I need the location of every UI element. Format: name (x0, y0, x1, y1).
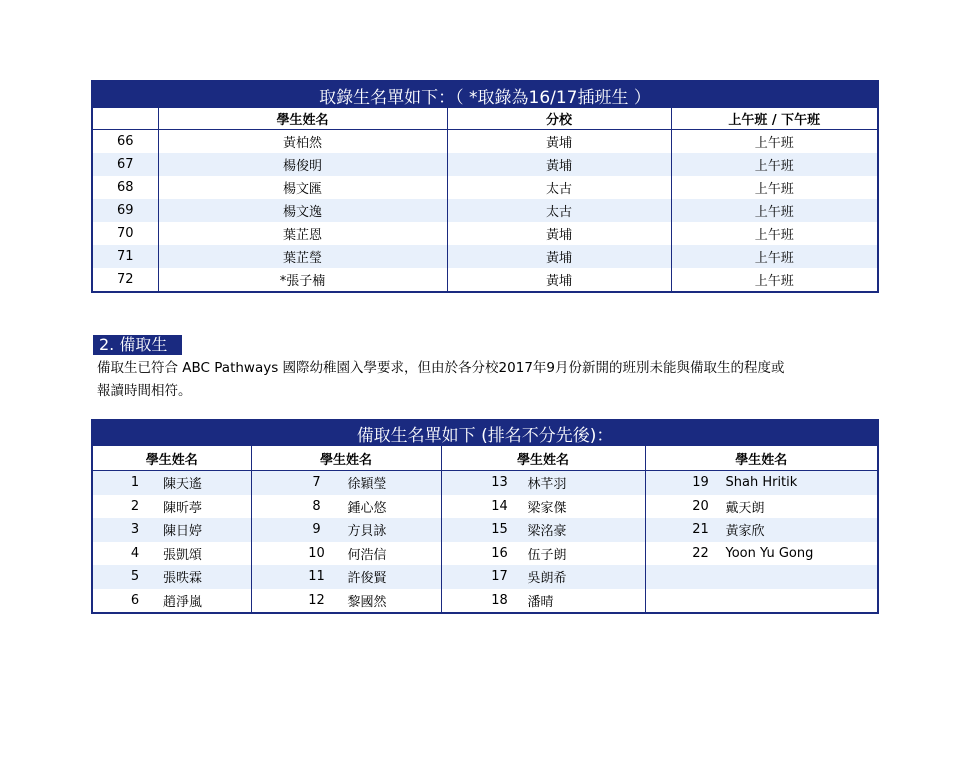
waitlist-no: 10 (308, 545, 325, 561)
waitlist-name: 吳朗希 (527, 571, 567, 587)
waitlist-name: 鍾心悠 (347, 500, 387, 516)
waitlist-cell (251, 565, 441, 589)
admitted-session: 上午班 (671, 199, 878, 222)
section-2-line-2: 報讀時間相符。 (97, 383, 192, 399)
admitted-name: *張子楠 (158, 268, 447, 292)
admitted-no: 71 (92, 245, 158, 268)
admitted-no: 66 (92, 130, 158, 154)
admitted-header-name: 學生姓名 (158, 108, 447, 130)
table-row (92, 245, 878, 268)
waitlist-name: 陳昕葶 (163, 500, 203, 516)
waitlist-no: 3 (130, 522, 140, 538)
admitted-branch: 黃埔 (447, 222, 671, 245)
admitted-header-no (92, 108, 158, 130)
waitlist-cell (441, 589, 645, 614)
waitlist-no: 16 (491, 545, 508, 561)
admitted-session: 上午班 (671, 153, 878, 176)
table-row (92, 471, 878, 495)
waitlist-name: 何浩信 (347, 547, 387, 563)
waitlist-no: 4 (130, 545, 140, 561)
waitlist-table-title: 備取生名單如下 (排名不分先後)： (92, 420, 878, 446)
admitted-no: 68 (92, 176, 158, 199)
admitted-session: 上午班 (754, 274, 794, 289)
admitted-session: 上午班 (754, 228, 794, 243)
admitted-session: 上午班 (754, 182, 794, 197)
admitted-name: 楊文逸 (158, 199, 447, 222)
waitlist-name: 張昳霖 (163, 571, 203, 587)
admitted-no: 67 (92, 153, 158, 176)
table-row (92, 176, 878, 199)
admitted-session: 上午班 (754, 136, 794, 151)
waitlist-name: 方貝詠 (347, 524, 387, 540)
waitlist-table-body (92, 471, 878, 614)
waitlist-cell (92, 542, 251, 566)
waitlist-name: 陳日婷 (163, 524, 203, 540)
section-2-description (97, 357, 857, 403)
waitlist-no: 14 (491, 498, 508, 514)
waitlist-name: 梁洺豪 (527, 524, 567, 540)
waitlist-cell (251, 495, 441, 519)
waitlist-name: 林芊羽 (527, 477, 567, 493)
table-row (92, 518, 878, 542)
table-row (92, 199, 878, 222)
waitlist-no: 13 (491, 475, 508, 491)
admitted-branch: 黃埔 (447, 245, 671, 268)
waitlist-name: 陳天遙 (163, 477, 203, 493)
waitlist-no: 6 (130, 592, 140, 608)
admitted-session: 上午班 (671, 245, 878, 268)
waitlist-cell (441, 518, 645, 542)
waitlist-no: 18 (491, 592, 508, 608)
waitlist-cell (441, 565, 645, 589)
admitted-branch: 太古 (447, 199, 671, 222)
admitted-name: 葉芷恩 (158, 222, 447, 245)
waitlist-cell (251, 589, 441, 614)
admitted-branch: 黃埔 (447, 268, 671, 292)
waitlist-cell (645, 589, 878, 614)
admitted-header-session: 上午班 / 下午班 (671, 108, 878, 130)
waitlist-cell (645, 518, 878, 542)
waitlist-cell (251, 542, 441, 566)
admitted-name: 楊俊明 (158, 153, 447, 176)
waitlist-no: 12 (308, 592, 325, 608)
table-row (92, 495, 878, 519)
waitlist-cell (645, 565, 878, 589)
admitted-branch: 太古 (447, 176, 671, 199)
section-2-line-1: 備取生已符合 ABC Pathways 國際幼稚園入學要求，但由於各分校2017年9月份新開的班別未能與備取生的程度或 (97, 360, 785, 376)
waitlist-cell (441, 542, 645, 566)
waitlist-cell (92, 589, 251, 614)
waitlist-header-name-3: 學生姓名 (441, 446, 645, 471)
waitlist-no: 7 (312, 475, 321, 491)
waitlist-name: 戴天朗 (725, 500, 765, 516)
waitlist-name: Yoon Yu Gong (725, 545, 814, 561)
table-row (92, 565, 878, 589)
waitlist-no: 11 (308, 569, 325, 585)
admitted-no: 72 (92, 268, 158, 292)
admitted-no: 69 (92, 199, 158, 222)
waitlist-no: 17 (491, 569, 508, 585)
waitlist-no: 1 (130, 475, 140, 491)
waitlist-table (91, 419, 879, 614)
admitted-table-title: 取錄生名單如下：（ *取錄為16/17插班生 ） (92, 81, 878, 108)
waitlist-no: 19 (692, 475, 709, 491)
table-row (92, 589, 878, 614)
waitlist-cell (92, 565, 251, 589)
admitted-name: 葉芷瑩 (158, 245, 447, 268)
waitlist-cell (645, 495, 878, 519)
waitlist-name: 伍子朗 (527, 547, 567, 563)
waitlist-cell (645, 471, 878, 495)
admitted-name: 楊文匯 (158, 176, 447, 199)
waitlist-header-name-2: 學生姓名 (251, 446, 441, 471)
waitlist-cell (251, 518, 441, 542)
waitlist-name: 許俊賢 (347, 571, 387, 587)
waitlist-cell (251, 471, 441, 495)
waitlist-no: 21 (692, 522, 709, 538)
waitlist-name: 潘晴 (527, 594, 554, 610)
waitlist-cell (441, 471, 645, 495)
table-row (92, 130, 878, 154)
waitlist-cell (92, 471, 251, 495)
waitlist-name: 徐穎瑩 (347, 477, 387, 493)
waitlist-no: 8 (312, 498, 321, 514)
section-2-heading: 2. 備取生 (93, 335, 182, 355)
waitlist-no: 20 (692, 498, 709, 514)
waitlist-no: 9 (312, 522, 321, 538)
waitlist-name: 趙淨嵐 (163, 594, 203, 610)
waitlist-cell (441, 495, 645, 519)
table-row (92, 222, 878, 245)
waitlist-name: 梁家傑 (527, 500, 567, 516)
admitted-no: 70 (92, 222, 158, 245)
admitted-header-branch: 分校 (447, 108, 671, 130)
waitlist-name: 張凱頌 (163, 547, 203, 563)
waitlist-no: 15 (491, 522, 508, 538)
waitlist-no: 22 (692, 545, 709, 561)
table-row (92, 268, 878, 292)
waitlist-no: 2 (130, 498, 140, 514)
waitlist-cell (92, 495, 251, 519)
table-row (92, 153, 878, 176)
waitlist-cell (645, 542, 878, 566)
admitted-table (91, 80, 879, 293)
waitlist-header-name-1: 學生姓名 (92, 446, 251, 471)
waitlist-name: Shah Hritik (725, 475, 798, 491)
admitted-name: 黃柏然 (158, 130, 447, 154)
waitlist-name: 黎國然 (347, 594, 387, 610)
table-row (92, 542, 878, 566)
admitted-table-body (92, 130, 878, 293)
waitlist-cell (92, 518, 251, 542)
admitted-branch: 黃埔 (447, 130, 671, 154)
waitlist-header-name-4: 學生姓名 (645, 446, 878, 471)
waitlist-no: 5 (130, 569, 140, 585)
waitlist-name: 黃家欣 (725, 524, 765, 540)
admitted-branch: 黃埔 (447, 153, 671, 176)
